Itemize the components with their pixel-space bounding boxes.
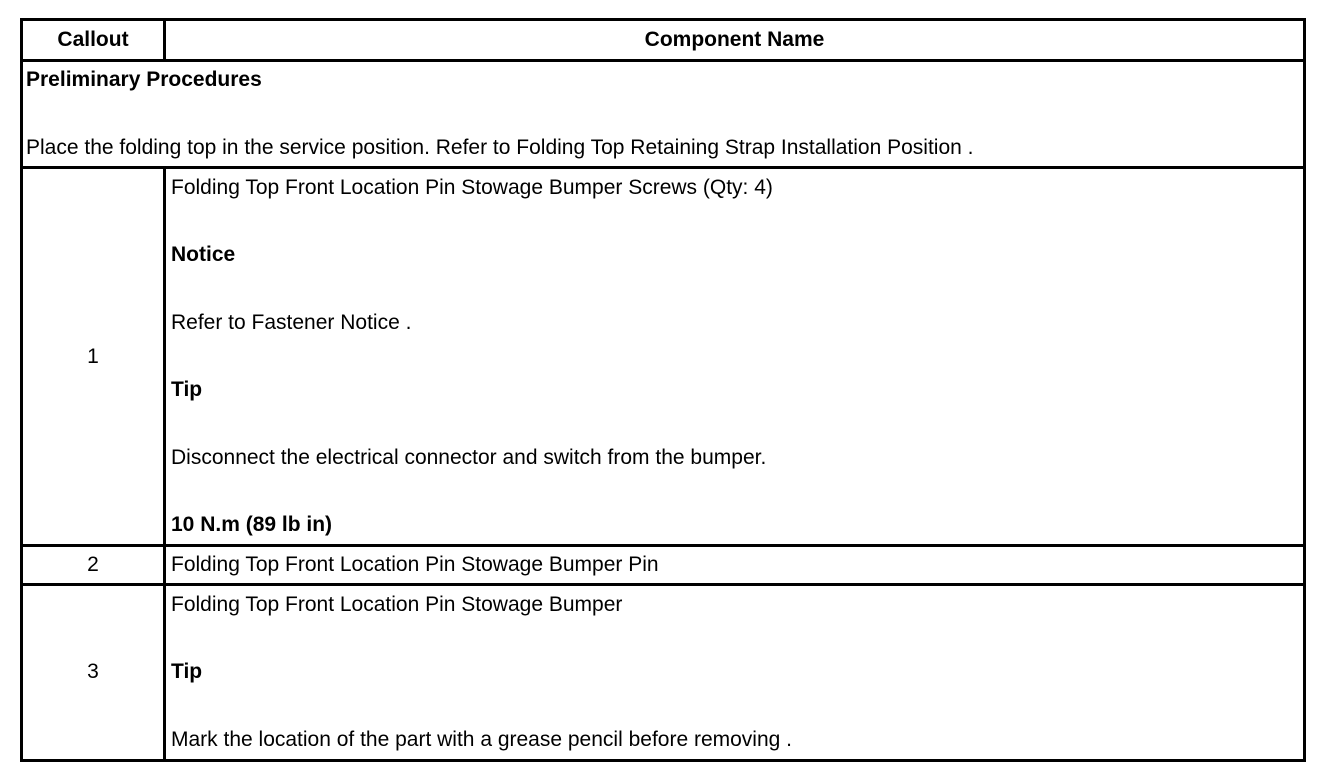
row-1-tip-label: Tip	[171, 378, 203, 401]
header-component-name: Component Name	[644, 28, 825, 51]
row-2-callout: 2	[87, 553, 99, 576]
row-1-notice-text: Refer to Fastener Notice .	[171, 311, 412, 334]
component-table	[20, 18, 1306, 762]
preliminary-title: Preliminary Procedures	[26, 68, 262, 91]
row-1-name: Folding Top Front Location Pin Stowage Bumper Screws (Qty: 4)	[171, 176, 773, 199]
row-3-tip-text: Mark the location of the part with a grease pencil before removing .	[171, 728, 792, 751]
row-divider	[23, 544, 1303, 547]
preliminary-text: Place the folding top in the service position. Refer to Folding Top Retaining Strap Installation Position .	[26, 136, 974, 159]
row-3-callout: 3	[87, 660, 99, 683]
row-1-notice-label: Notice	[171, 243, 236, 266]
row-1-callout: 1	[87, 345, 99, 368]
header-callout: Callout	[57, 28, 129, 51]
row-divider	[23, 59, 1303, 62]
column-divider	[163, 166, 166, 762]
row-1-torque: 10 N.m (89 lb in)	[171, 513, 333, 536]
row-1-tip-text: Disconnect the electrical connector and switch from the bumper.	[171, 446, 767, 469]
row-divider	[23, 583, 1303, 586]
row-divider	[23, 166, 1303, 169]
row-3-name: Folding Top Front Location Pin Stowage Bumper	[171, 593, 623, 616]
row-2-name: Folding Top Front Location Pin Stowage Bumper Pin	[171, 553, 659, 576]
row-3-tip-label: Tip	[171, 660, 203, 683]
